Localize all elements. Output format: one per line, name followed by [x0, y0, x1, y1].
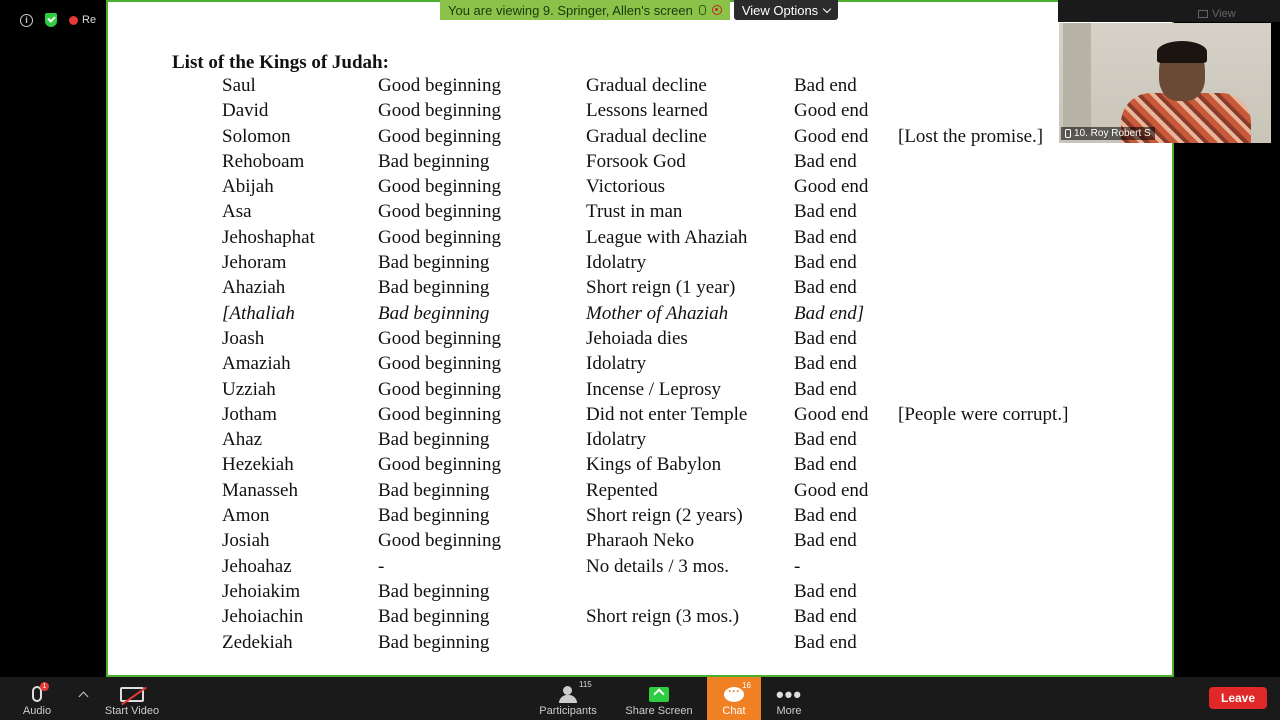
king-beginning: Good beginning: [378, 454, 501, 476]
gallery-header: [1058, 0, 1280, 22]
king-beginning: Bad beginning: [378, 277, 490, 299]
king-beginning: Bad beginning: [378, 580, 490, 602]
king-middle: Idolatry: [586, 353, 647, 375]
king-middle: Forsook God: [586, 150, 686, 172]
king-middle: Lessons learned: [586, 100, 708, 122]
king-beginning: Bad beginning: [378, 479, 490, 501]
king-beginning: Bad beginning: [378, 631, 490, 653]
microphone-icon: [699, 5, 706, 15]
chevron-down-icon: [823, 4, 831, 12]
king-end: Bad end: [794, 327, 857, 349]
king-end: Good end: [794, 100, 869, 122]
king-end: Bad end: [794, 631, 857, 653]
king-middle: Kings of Babylon: [586, 454, 722, 476]
king-name: Hezekiah: [222, 454, 294, 476]
participant-name: 10. Roy Robert S: [1074, 128, 1151, 139]
king-note: [Lost the promise.]: [898, 125, 1044, 147]
video-door: [1063, 23, 1091, 133]
chat-button[interactable]: [707, 677, 761, 720]
recording-label: Re: [82, 14, 97, 26]
king-name: [Athaliah: [222, 302, 295, 324]
king-beginning: Bad beginning: [378, 150, 490, 172]
view-options-button[interactable]: [734, 0, 838, 20]
chat-count: 16: [742, 681, 751, 690]
viewing-text: You are viewing 9. Springer, Allen's screen: [448, 2, 693, 18]
participant-name-tag: [1061, 127, 1155, 140]
king-end: -: [794, 555, 801, 577]
king-beginning: Bad beginning: [378, 252, 490, 274]
participants-button[interactable]: [536, 677, 600, 720]
king-end: Good end: [794, 125, 869, 147]
king-end: Bad end: [794, 429, 857, 451]
king-middle: Short reign (3 mos.): [586, 606, 740, 628]
king-name: Manasseh: [222, 479, 298, 501]
king-middle: Gradual decline: [586, 75, 707, 96]
viewing-notice: [440, 0, 730, 20]
leave-button[interactable]: Leave: [1209, 687, 1267, 709]
king-name: Amon: [222, 505, 270, 527]
share-screen-icon: [649, 687, 669, 702]
chat-label: Chat: [722, 705, 746, 717]
king-name: Asa: [222, 201, 252, 223]
participant-video[interactable]: [1059, 23, 1271, 143]
audio-label: Audio: [22, 705, 52, 717]
grid-icon: [1198, 10, 1208, 18]
king-beginning: Good beginning: [378, 201, 501, 223]
video-off-icon: [120, 687, 144, 702]
king-middle: League with Ahaziah: [586, 226, 748, 248]
microphone-icon: [32, 683, 47, 702]
king-beginning: Good beginning: [378, 378, 501, 400]
recording-dot-icon: [69, 16, 78, 25]
king-end: Bad end: [794, 201, 857, 223]
king-name: Jehoiachin: [222, 606, 304, 628]
king-end: Bad end: [794, 505, 857, 527]
king-name: Ahaziah: [222, 277, 286, 299]
share-screen-label: Share Screen: [625, 705, 693, 717]
king-middle: Gradual decline: [586, 125, 707, 147]
king-beginning: Good beginning: [378, 530, 501, 552]
king-end: Good end: [794, 176, 869, 198]
king-end: Bad end: [794, 150, 857, 172]
king-beginning: Good beginning: [378, 125, 501, 147]
security-shield-icon[interactable]: [45, 13, 57, 27]
participants-icon: [557, 680, 592, 702]
king-name: Uzziah: [222, 378, 276, 400]
king-beginning: Good beginning: [378, 100, 501, 122]
king-beginning: Bad beginning: [378, 606, 490, 628]
recording-indicator: [69, 14, 96, 26]
king-name: Abijah: [222, 176, 274, 198]
participants-label: Participants: [539, 705, 597, 717]
king-end: Bad end: [794, 226, 857, 248]
king-middle: Idolatry: [586, 252, 647, 274]
king-end: Bad end: [794, 606, 857, 628]
view-button[interactable]: [1198, 8, 1236, 20]
more-button[interactable]: [769, 677, 809, 720]
king-beginning: -: [378, 555, 385, 577]
king-name: Jehoahaz: [222, 555, 292, 577]
king-middle: Idolatry: [586, 429, 647, 451]
info-icon[interactable]: i: [20, 14, 33, 27]
king-middle: Trust in man: [586, 201, 683, 223]
king-beginning: Good beginning: [378, 176, 501, 198]
video-person-hair: [1157, 41, 1207, 63]
king-name: Ahaz: [222, 429, 263, 451]
king-middle: No details / 3 mos.: [586, 555, 730, 577]
king-name: Jehoshaphat: [222, 226, 315, 248]
share-screen-button[interactable]: [624, 677, 694, 720]
mic-muted-icon: [1065, 129, 1071, 138]
document-title: List of the Kings of Judah:: [172, 52, 389, 73]
king-name: Solomon: [222, 125, 291, 147]
king-end: Bad end: [794, 277, 857, 299]
audio-badge: 1: [40, 682, 49, 691]
king-note: [People were corrupt.]: [898, 403, 1069, 425]
king-end: Good end: [794, 479, 869, 501]
shared-screen: [106, 0, 1174, 677]
king-middle: Pharaoh Neko: [586, 530, 695, 552]
king-middle: Repented: [586, 479, 658, 501]
king-middle: Incense / Leprosy: [586, 378, 722, 400]
king-name: Rehoboam: [222, 150, 305, 172]
king-end: Bad end: [794, 454, 857, 476]
king-middle: Jehoiada dies: [586, 327, 688, 349]
king-beginning: Good beginning: [378, 327, 501, 349]
king-middle: Victorious: [586, 176, 666, 198]
meeting-status: [0, 0, 110, 40]
participants-count: 115: [579, 680, 592, 689]
king-beginning: Bad beginning: [378, 505, 490, 527]
king-end: Bad end: [794, 353, 857, 375]
king-end: Bad end: [794, 75, 857, 96]
more-dots-icon: •••: [775, 682, 803, 707]
view-label: View: [1212, 8, 1236, 20]
king-end: Good end: [794, 403, 869, 425]
king-beginning: Good beginning: [378, 226, 501, 248]
more-label: More: [776, 705, 802, 717]
king-end: Bad end: [794, 530, 857, 552]
king-end: Bad end: [794, 252, 857, 274]
start-video-label: Start Video: [104, 705, 160, 717]
king-name: David: [222, 100, 269, 122]
king-middle: Did not enter Temple: [586, 403, 748, 425]
king-name: Amaziah: [222, 353, 291, 375]
king-beginning: Good beginning: [378, 353, 501, 375]
start-video-button[interactable]: [102, 677, 162, 720]
king-beginning: Good beginning: [378, 403, 501, 425]
stop-icon: [712, 5, 722, 15]
king-beginning: Good beginning: [378, 75, 501, 96]
chat-icon: [724, 681, 751, 702]
king-middle: Mother of Ahaziah: [586, 302, 729, 324]
king-name: Josiah: [222, 530, 270, 552]
king-name: Saul: [222, 75, 256, 96]
king-name: Zedekiah: [222, 631, 293, 653]
king-end: Bad end: [794, 378, 857, 400]
king-name: Jehoram: [222, 252, 287, 274]
audio-button[interactable]: [16, 677, 58, 720]
king-end: Bad end]: [794, 302, 865, 324]
king-name: Jotham: [222, 403, 277, 425]
king-end: Bad end: [794, 580, 857, 602]
viewing-banner: [440, 0, 838, 20]
king-middle: Short reign (1 year): [586, 277, 736, 299]
king-beginning: Bad beginning: [378, 302, 490, 324]
king-middle: Short reign (2 years): [586, 505, 743, 527]
king-beginning: Bad beginning: [378, 429, 490, 451]
king-name: Jehoiakim: [222, 580, 301, 602]
view-options-label: View Options: [741, 2, 819, 18]
king-name: Joash: [222, 327, 265, 349]
